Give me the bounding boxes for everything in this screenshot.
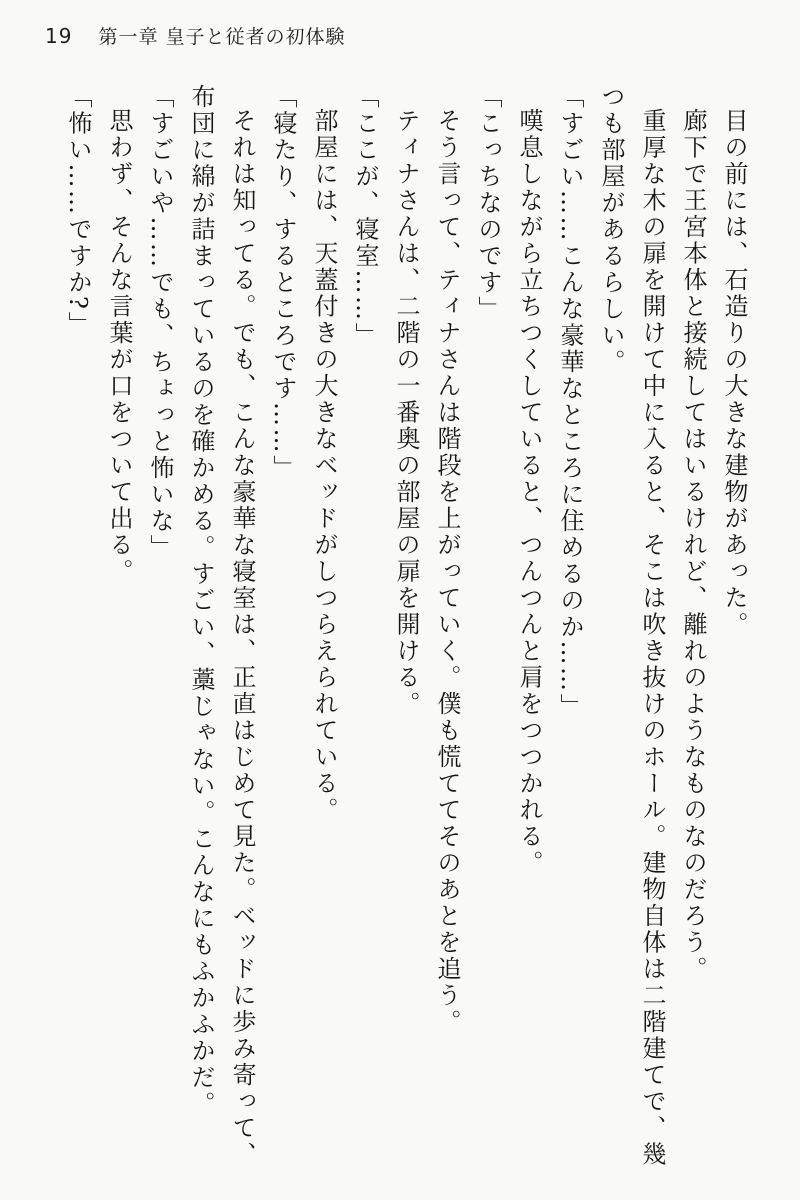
paragraph: 「寝たり、するところです……」 (269, 84, 297, 482)
paragraph: 「すごいや……でも、ちょっと怖いな」 (146, 84, 174, 561)
paragraph: 「すごい……こんな豪華なところに住めるのか……」 (556, 84, 584, 720)
paragraph: 嘆息しながら立ちつくしていると、つんつんと肩をつつかれる。 (515, 108, 543, 877)
paragraph: 「こっちなのです」 (474, 84, 502, 323)
paragraph: 廊下で王宮本体と接続してはいるけれど、離れのようなものなのだろう。 (679, 108, 707, 983)
paragraph: そう言って、ティナさんは階段を上がっていく。僕も慌ててそのあとを追う。 (433, 108, 461, 1036)
paragraph: ティナさんは、二階の一番奥の部屋の扉を開ける。 (392, 108, 420, 718)
chapter-title: 第一章 皇子と従者の初体験 (98, 26, 346, 48)
paragraph: 思わず、そんな言葉が口をついて出る。 (105, 108, 133, 585)
page-number: 19 (45, 24, 73, 48)
paragraph: 目の前には、石造りの大きな建物があった。 (720, 108, 748, 638)
paragraph: 重厚な木の扉を開けて中に入ると、そこは吹き抜けのホール。建物自体は二階建てで、幾つも部屋があるらしい。 (597, 84, 666, 1168)
paragraph: 「ここが、寝室……」 (351, 84, 379, 349)
paragraph: 「怖い……ですか?」 (64, 84, 92, 338)
running-head (45, 22, 346, 49)
paragraph: それは知ってる。でも、こんな豪華な寝室は、正直はじめて見た。ベッドに歩み寄って、布団に綿が詰まっているのを確かめる。すごい、藁じゃない。こんなにもふかふかだ。 (187, 84, 256, 1168)
paragraph: 部屋には、天蓋付きの大きなベッドがしつらえられている。 (310, 108, 338, 824)
text-body (57, 84, 754, 1172)
